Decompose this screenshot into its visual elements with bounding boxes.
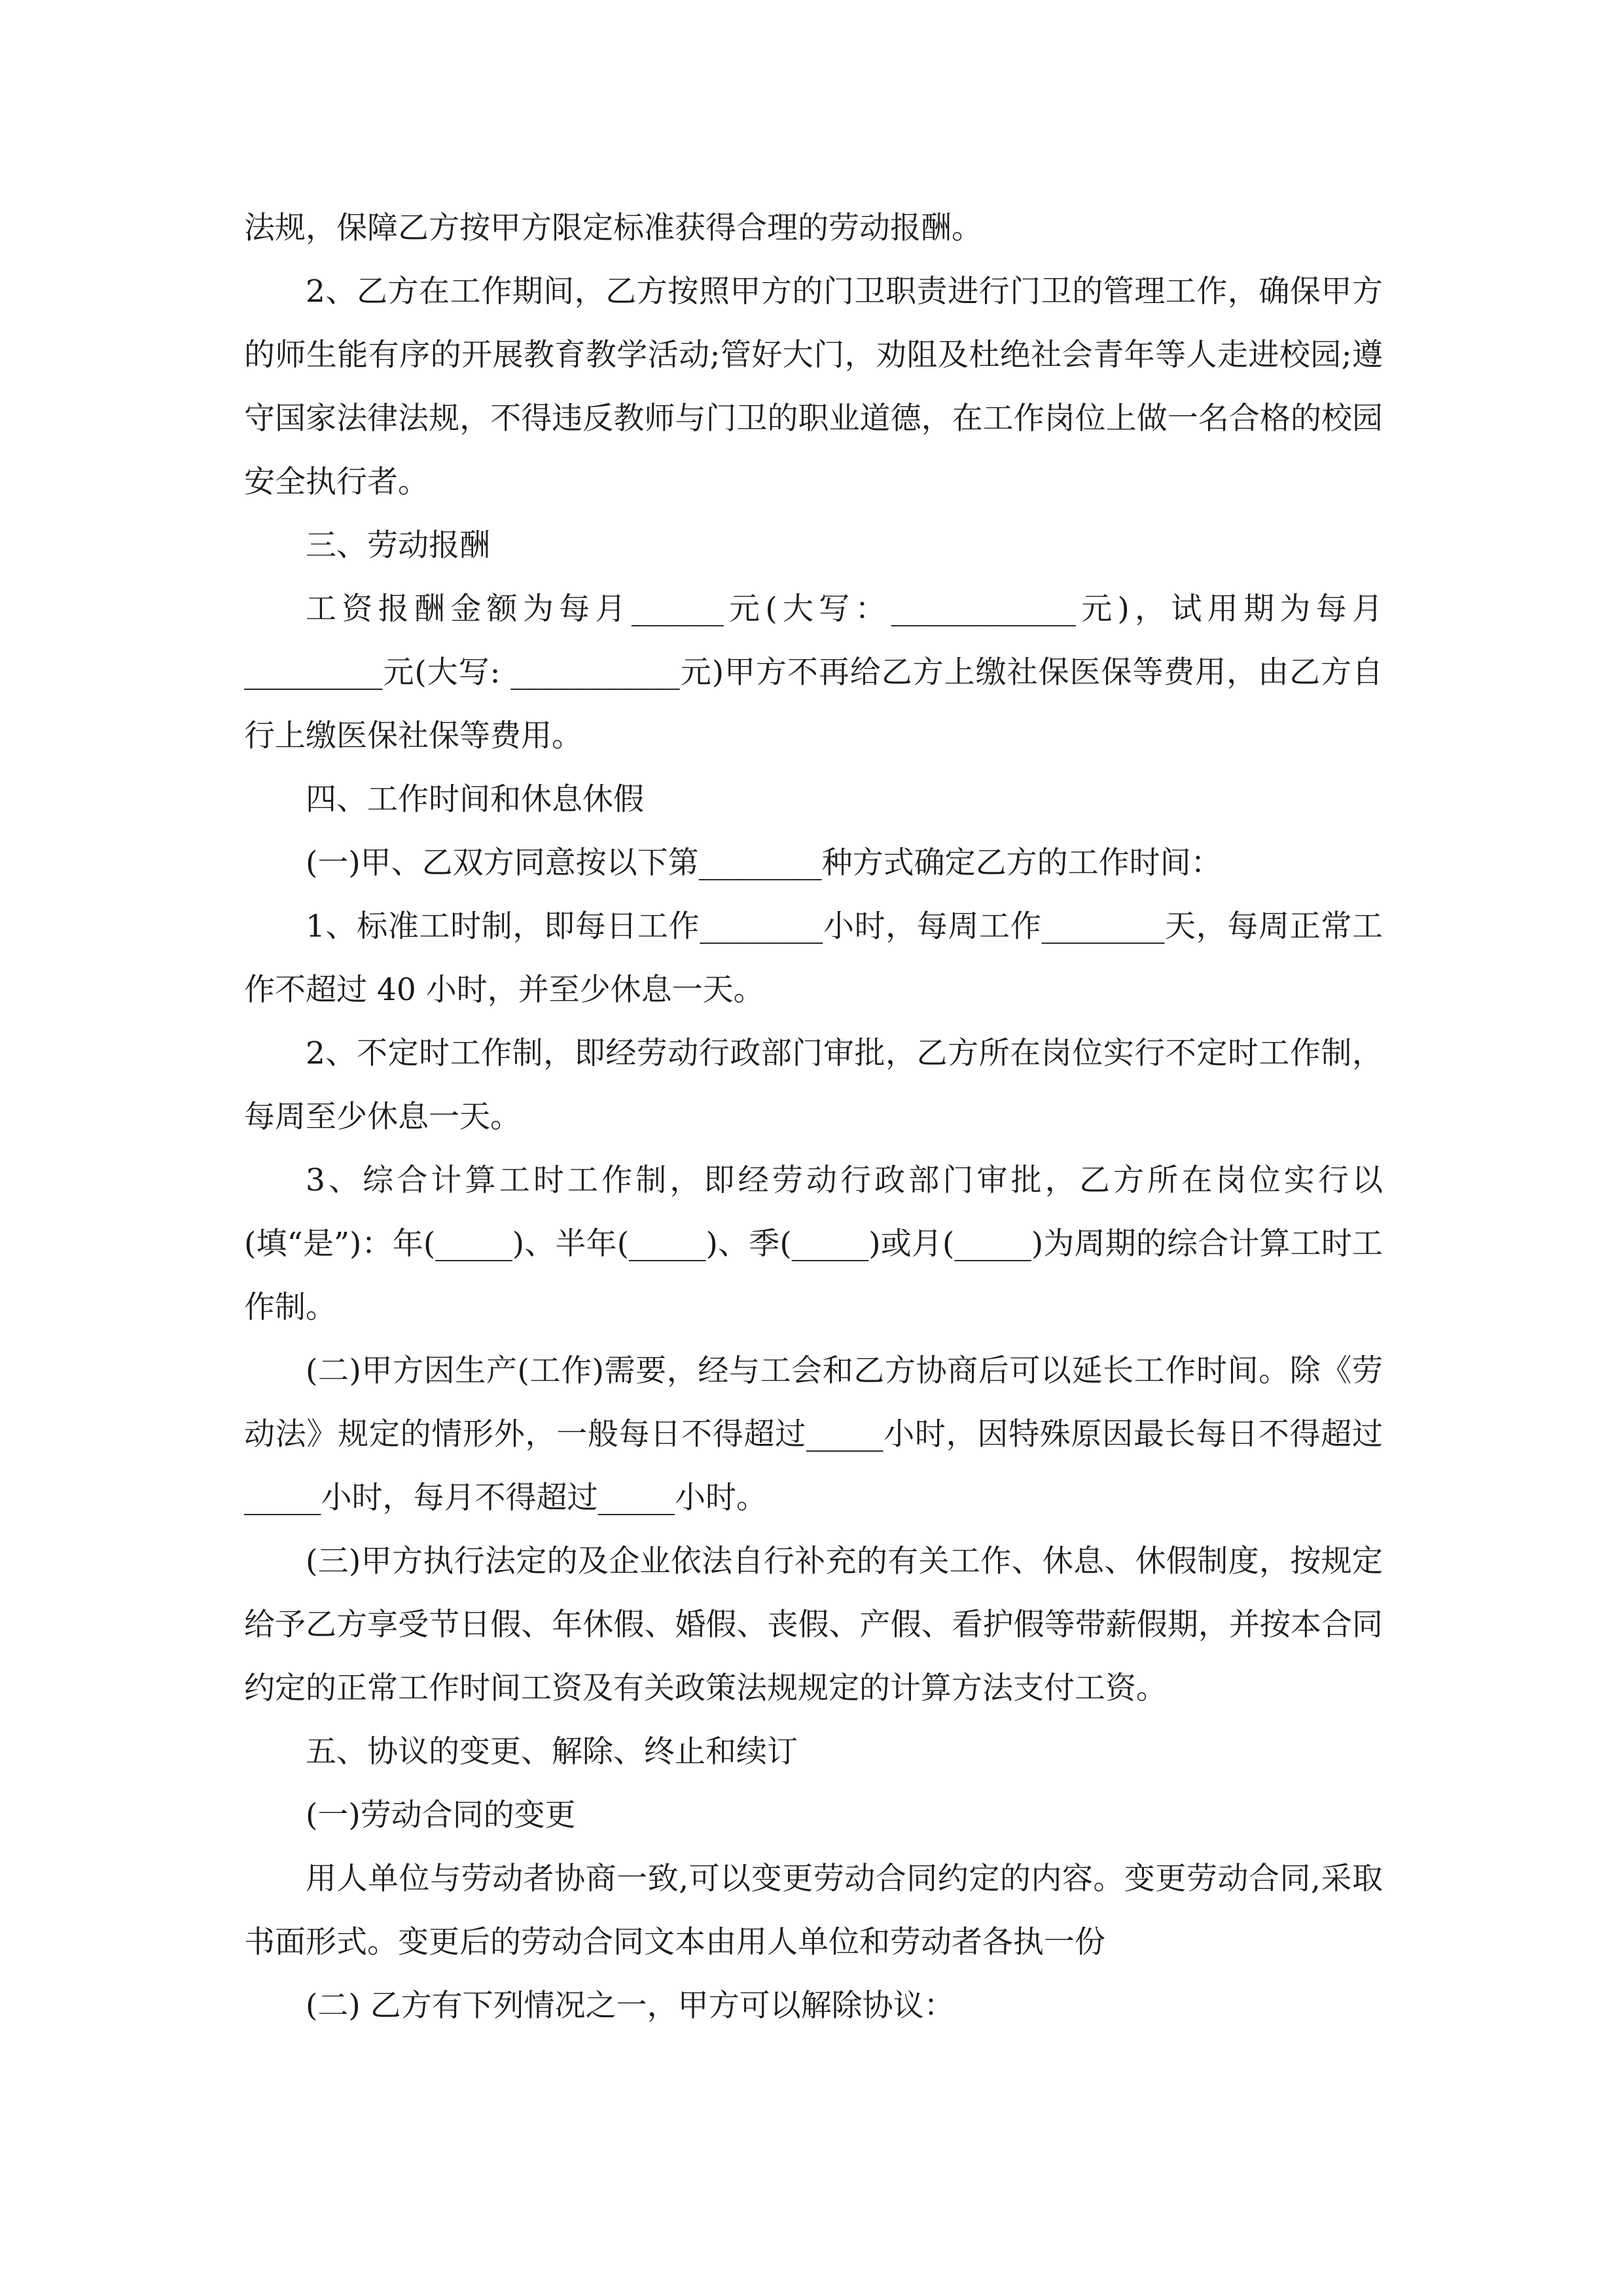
paragraph-salary: 工资报酬金额为每月______元(大写：____________元)，试用期为每月_________元(大写: ___________元)甲方不再给乙方上缴社保医保等费用，由乙方自行上缴医保社保等费用。 bbox=[244, 591, 1383, 754]
paragraph-comprehensive-hours: 3、综合计算工时工作制，即经劳动行政部门审批，乙方所在岗位实行以(填“是”)：年(_____)、半年(_____)、季(_____)或月(_____)为周期的综合计算工时工作制。 bbox=[244, 1162, 1383, 1325]
document-body bbox=[244, 196, 1383, 2037]
paragraph-standard-hours: 1、标准工时制，即每日工作________小时，每周工作________天，每周正常工作不超过 40 小时，并至少休息一天。 bbox=[244, 908, 1383, 1008]
paragraph-contract-change: 用人单位与劳动者协商一致,可以变更劳动合同约定的内容。变更劳动合同,采取书面形式。变更后的劳动合同文本由用人单位和劳动者各执一份 bbox=[244, 1861, 1383, 1960]
paragraph-hours-method: (一)甲、乙双方同意按以下第________种方式确定乙方的工作时间： bbox=[306, 845, 1222, 881]
subheading-contract-change: (一)劳动合同的变更 bbox=[306, 1797, 576, 1833]
paragraph-flexible-hours: 2、不定时工作制，即经劳动行政部门审批，乙方所在岗位实行不定时工作制，每周至少休息一天。 bbox=[244, 1035, 1383, 1135]
paragraph-overtime: (二)甲方因生产(工作)需要，经与工会和乙方协商后可以延长工作时间。除《劳动法》规定的情形外，一般每日不得超过_____小时，因特殊原因最长每日不得超过_____小时，每月不得超过_____小时。 bbox=[244, 1353, 1383, 1516]
section-heading-contract-changes: 五、协议的变更、解除、终止和续订 bbox=[306, 1734, 798, 1770]
section-heading-remuneration: 三、劳动报酬 bbox=[306, 528, 490, 564]
paragraph-leave: (三)甲方执行法定的及企业依法自行补充的有关工作、休息、休假制度，按规定给予乙方享受节日假、年休假、婚假、丧假、产假、看护假等带薪假期，并按本合同约定的正常工作时间工资及有关政策法规规定的计算方法支付工资。 bbox=[244, 1543, 1383, 1706]
section-heading-working-hours: 四、工作时间和休息休假 bbox=[306, 781, 644, 817]
paragraph-continuation: 法规，保障乙方按甲方限定标准获得合理的劳动报酬。 bbox=[244, 210, 982, 246]
paragraph-gatekeeper-duties: 2、乙方在工作期间，乙方按照甲方的门卫职责进行门卫的管理工作，确保甲方的师生能有序的开展教育教学活动;管好大门，劝阻及杜绝社会青年等人走进校园;遵守国家法律法规，不得违反教师与门卫的职业道德，在工作岗位上做一名合格的校园安全执行者。 bbox=[244, 274, 1383, 500]
subheading-termination: (二) 乙方有下列情况之一，甲方可以解除协议： bbox=[306, 1988, 955, 2024]
